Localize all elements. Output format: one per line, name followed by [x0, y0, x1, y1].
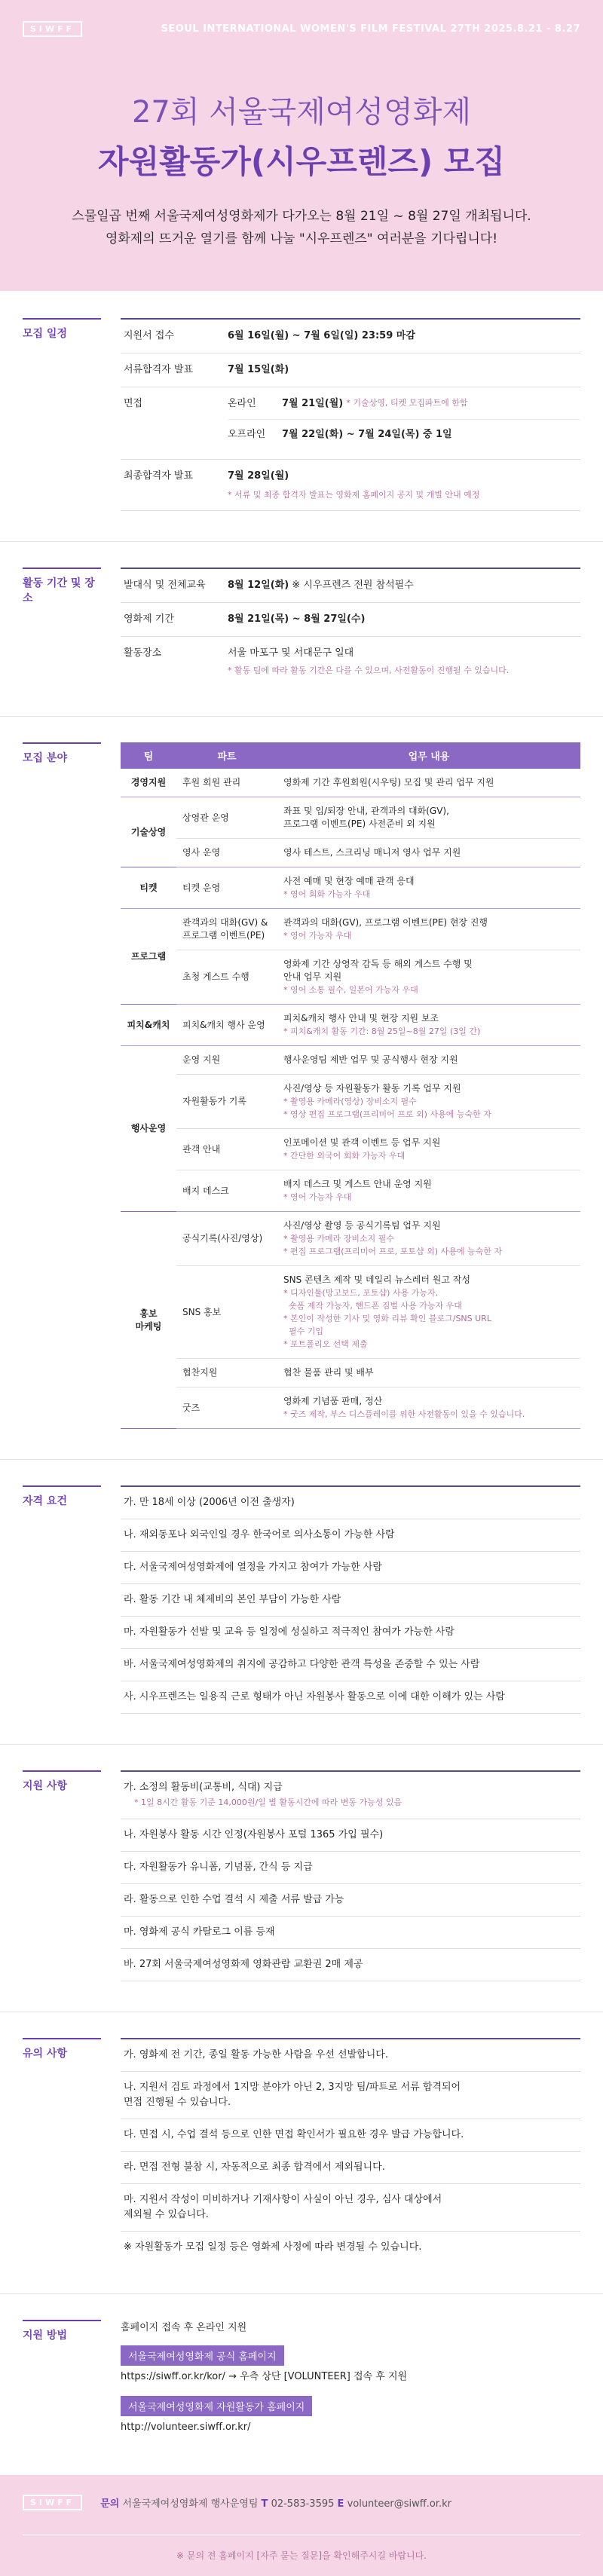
duty-note: * 영상 편집 프로그램(프리미어 프로 외) 사용에 능숙한 자 — [283, 1109, 491, 1119]
email-label: E — [337, 2498, 344, 2510]
team-cell — [121, 769, 176, 797]
duty-line: 영사 테스트, 스크리닝 매니저 영사 업무 지원 — [283, 847, 461, 858]
team-cell — [121, 797, 176, 867]
duty-note: * 영어 가능자 우대 — [283, 931, 352, 941]
footer-logo[interactable]: SIWFF — [23, 2495, 82, 2510]
notice-item: 마. 지원서 작성이 미비하거나 기재사항이 사실이 아닌 경우, 심사 대상에서 제외될 수 있습니다. — [121, 2184, 580, 2232]
part-name: 영사 운영 — [182, 847, 221, 858]
table-row — [121, 797, 580, 839]
table-row — [121, 1005, 580, 1046]
table-row — [121, 1359, 580, 1387]
duty-note: * 본인이 작성한 기사 및 영화 리뷰 확인 블로그/SNS URL — [283, 1314, 491, 1323]
notice-item: ※ 자원활동가 모집 일정 등은 영화제 사정에 따라 변경될 수 있습니다. — [124, 2241, 422, 2253]
part-cell — [176, 909, 277, 950]
part-name: 협찬지원 — [182, 1367, 218, 1378]
part-cell — [176, 867, 277, 909]
schedule-table — [121, 318, 580, 511]
section-label: 유의 사항 — [23, 2038, 101, 2060]
duty-line: 배지 데스크 및 게스트 안내 운영 지원 — [283, 1179, 432, 1189]
row-key: 활동장소 — [124, 647, 162, 659]
tel-value: 02-583-3595 — [271, 2498, 335, 2510]
team-name: 경영지원 — [130, 777, 167, 788]
duty-note: * 촬영용 카메라(영상) 장비소지 필수 — [283, 1097, 417, 1106]
duty-cell — [277, 769, 580, 797]
support-item — [121, 1819, 580, 1852]
offline-value: 7월 22일(화) ~ 7월 24일(목) 중 1일 — [282, 429, 452, 440]
duty-line: 사진/영상 촬영 등 공식기록팀 업무 지원 — [283, 1220, 441, 1231]
part-cell — [176, 839, 277, 867]
inquiry-label: 문의 — [100, 2498, 120, 2510]
method-section — [0, 2293, 603, 2475]
row-extra: ※ 시우프렌즈 전원 참석필수 — [292, 580, 414, 591]
interview-online — [228, 396, 580, 419]
duty-cell — [277, 1170, 580, 1212]
duty-note: * 디자인툴(망고보드, 포토샵) 사용 가능자, — [283, 1288, 439, 1298]
period-table — [121, 568, 580, 686]
notice-item: 가. 영화제 전 기간, 종일 활동 가능한 사람을 우선 선발합니다. — [121, 2038, 580, 2072]
team-cell — [121, 909, 176, 1005]
section-label: 지원 사항 — [23, 1770, 101, 1793]
title-line-1: 27회 서울국제여성영화제 — [131, 95, 471, 130]
festival-line: SEOUL INTERNATIONAL WOMEN'S FILM FESTIVAL 27TH 2025.8.21 - 8.27 — [161, 23, 580, 35]
table-row — [121, 1266, 580, 1359]
homepage-url[interactable]: https://siwff.or.kr/kor/ → 우측 상단 [VOLUNTEER] 접속 후 지원 — [121, 2371, 408, 2382]
duty-cell — [277, 867, 580, 909]
support-item — [121, 1770, 580, 1819]
interview-row — [121, 387, 580, 460]
inquiry-text: 서울국제여성영화제 행사운영팀 — [122, 2498, 259, 2510]
team-name: 기술상영 — [130, 826, 167, 837]
duty-cell — [277, 1129, 580, 1170]
notice-list — [121, 2038, 580, 2263]
duty-cell — [277, 1359, 580, 1387]
table-row — [121, 769, 580, 797]
row-key: 영화제 기간 — [124, 613, 174, 625]
team-cell — [121, 867, 176, 909]
part-cell — [176, 769, 277, 797]
duty-note: * 촬영용 카메라 장비소지 필수 — [283, 1234, 394, 1244]
part-cell — [176, 1075, 277, 1129]
section-label: 자격 요건 — [23, 1485, 101, 1508]
team-cell — [121, 1005, 176, 1046]
support-list — [121, 1770, 580, 1981]
support-item — [121, 1884, 580, 1917]
offline-label: 오프라인 — [228, 429, 266, 440]
duty-line: 사진/영상 등 자원활동가 활동 기록 업무 지원 — [283, 1083, 461, 1094]
row-key: 발대식 및 전체교육 — [124, 580, 206, 591]
part-cell — [176, 797, 277, 839]
duty-cell — [277, 797, 580, 839]
notice-item: 다. 면접 시, 수업 결석 등으로 인한 면접 확인서가 필요한 경우 발급 가능합니다. — [121, 2119, 580, 2152]
part-cell — [176, 950, 277, 1005]
duty-line: 안내 업무 지원 — [283, 971, 342, 982]
qualifications-list — [121, 1485, 580, 1714]
part-name: 후원 회원 관리 — [182, 777, 241, 788]
final-row — [121, 460, 580, 511]
row-value: 7월 15일(화) — [228, 364, 289, 375]
support-item — [121, 1917, 580, 1949]
team-cell — [121, 1046, 176, 1212]
row-value: 8월 21일(목) ~ 8월 27일(수) — [228, 613, 366, 625]
section-label: 지원 방법 — [23, 2320, 101, 2342]
part-name: 배지 데스크 — [182, 1185, 229, 1196]
team-name: 피치&캐치 — [127, 1019, 170, 1030]
title-line-2: 자원활동가(시우프렌즈) 모집 — [98, 143, 505, 180]
place-value: 서울 마포구 및 서대문구 일대 — [228, 647, 354, 659]
team-cell — [121, 1212, 176, 1429]
tel-label: T — [261, 2498, 268, 2510]
table-row — [121, 1046, 580, 1075]
duty-note: * 영어 소통 필수, 일본어 가능자 우대 — [283, 985, 418, 995]
duty-note: * 영어 가능자 우대 — [283, 1192, 352, 1202]
row-value: 6월 16일(월) ~ 7월 6일(일) 23:59 마감 — [228, 330, 415, 341]
qualification-item: 가. 만 18세 이상 (2006년 이전 출생자) — [121, 1485, 580, 1519]
qualification-item: 사. 시우프렌즈는 일용직 근로 형태가 아닌 자원봉사 활동으로 이에 대한 이해가 있는 사람 — [121, 1681, 580, 1714]
footer — [0, 2475, 603, 2576]
team-name: 티켓 — [139, 882, 158, 893]
duty-line: 영화제 기간 상영작 감독 등 해외 게스트 수행 및 — [283, 959, 473, 969]
part-name: 초청 게스트 수행 — [182, 971, 249, 982]
duty-cell — [277, 1046, 580, 1075]
top-bar — [23, 21, 580, 37]
notice-section — [0, 2012, 603, 2293]
team-name: 홍보 — [139, 1308, 158, 1319]
duty-line: 영화제 기념품 판매, 정산 — [283, 1396, 383, 1406]
table-row — [121, 839, 580, 867]
part-cell — [176, 1266, 277, 1359]
method-intro: 홈페이지 접속 후 온라인 지원 — [121, 2322, 247, 2333]
part-name: 자원활동가 기록 — [182, 1096, 246, 1106]
duty-note: * 포트폴리오 선택 제출 — [283, 1339, 368, 1349]
duty-note: 필수 기입 — [283, 1326, 323, 1336]
part-name: 관객과의 대화(GV) & 프로그램 이벤트(PE) — [182, 917, 268, 941]
part-name: 상영관 운영 — [182, 812, 229, 823]
qualification-item: 라. 활동 기간 내 체제비의 본인 부담이 가능한 사람 — [121, 1584, 580, 1617]
duty-cell — [277, 909, 580, 950]
final-note: * 서류 및 최종 합격자 발표는 영화제 홈페이지 공지 및 개별 안내 예정 — [228, 490, 480, 500]
part-cell — [176, 1212, 277, 1266]
part-name: 운영 지원 — [182, 1054, 221, 1065]
part-name: 피치&캐치 행사 운영 — [182, 1019, 265, 1030]
header-part: 파트 — [176, 742, 277, 769]
place-row — [121, 637, 580, 686]
part-cell — [176, 1359, 277, 1387]
support-item — [121, 1852, 580, 1884]
period-row — [121, 603, 580, 637]
part-cell — [176, 1005, 277, 1046]
duty-line: 프로그램 이벤트(PE) 사전준비 외 지원 — [283, 818, 436, 829]
row-key: 서류합격자 발표 — [124, 364, 194, 375]
duty-line: 영화제 기간 후원회원(시우팅) 모집 및 관리 업무 지원 — [283, 777, 494, 788]
team-name: 마케팅 — [135, 1320, 162, 1332]
table-row — [121, 909, 580, 950]
intro-line-2: 영화제의 뜨거운 열기를 함께 나눌 "시우프렌즈" 여러분을 기다립니다! — [105, 231, 498, 246]
duty-cell — [277, 1005, 580, 1046]
header-team: 팀 — [121, 742, 176, 769]
homepage-button[interactable]: 서울국제여성영화제 공식 홈페이지 — [121, 2345, 284, 2366]
part-name: SNS 홍보 — [182, 1306, 222, 1317]
duty-line: 관객과의 대화(GV), 프로그램 이벤트(PE) 현장 진행 — [283, 917, 488, 928]
support-sub: * 1일 8시간 활동 기준 14,000원/일 별 활동시간에 따라 변동 가능성 있음 — [134, 1797, 403, 1807]
hero-banner — [0, 0, 603, 291]
table-row — [121, 1170, 580, 1212]
table-row — [121, 1212, 580, 1266]
schedule-row — [121, 320, 580, 353]
departments-section — [0, 716, 603, 1459]
notice-item: 라. 면접 전형 불참 시, 자동적으로 최종 합격에서 제외됩니다. — [121, 2152, 580, 2184]
duty-note: * 피치&캐치 활동 기간: 8월 25일~8월 27일 (3일 간) — [283, 1026, 481, 1036]
team-name: 프로그램 — [130, 950, 167, 962]
table-row — [121, 1387, 580, 1429]
email-value[interactable]: volunteer@siwff.or.kr — [347, 2498, 451, 2510]
table-row — [121, 950, 580, 1005]
part-cell — [176, 1387, 277, 1429]
duty-cell — [277, 1266, 580, 1359]
duty-line: 행사운영팀 제반 업무 및 공식행사 현장 지원 — [283, 1054, 458, 1065]
row-key: 면접 — [124, 398, 143, 409]
duty-cell — [277, 1075, 580, 1129]
section-label: 활동 기간 및 장소 — [23, 568, 101, 605]
volunteer-url[interactable]: http://volunteer.siwff.or.kr/ — [121, 2422, 251, 2433]
table-row — [121, 1129, 580, 1170]
table-row — [121, 1075, 580, 1129]
schedule-row — [121, 353, 580, 387]
part-name: 굿즈 — [182, 1402, 200, 1413]
support-item — [121, 1949, 580, 1981]
place-note: * 활동 팀에 따라 활동 기간은 다를 수 있으며, 사전활동이 진행될 수 있습니다. — [228, 665, 510, 675]
duty-line: SNS 콘텐츠 제작 및 데일리 뉴스레터 원고 작성 — [283, 1274, 470, 1285]
support-text: 나. 자원봉사 활동 시간 인정(자원봉사 포털 1365 가입 필수) — [124, 1829, 384, 1840]
support-text: 가. 소정의 활동비(교통비, 식대) 지급 — [124, 1782, 283, 1793]
qualification-item: 마. 자원활동가 선발 및 교육 등 일정에 성실하고 적극적인 참여가 가능한 사람 — [121, 1617, 580, 1649]
duty-line: 협찬 물품 관리 및 배부 — [283, 1367, 374, 1378]
duty-line: 좌표 및 입/퇴장 안내, 관객과의 대화(GV), — [283, 806, 449, 816]
section-label: 모집 일정 — [23, 318, 101, 341]
duty-note: * 간단한 외국어 회화 가능자 우대 — [283, 1151, 406, 1161]
duty-cell — [277, 1387, 580, 1429]
duty-cell — [277, 1212, 580, 1266]
qualifications-section — [0, 1459, 603, 1744]
duty-line: 사전 예매 및 현장 예매 관객 응대 — [283, 876, 415, 886]
intro-text — [23, 205, 580, 250]
duty-note: * 편집 프로그램(프리미어 프로, 포토샵 외) 사용에 능숙한 자 — [283, 1247, 502, 1256]
duty-cell — [277, 950, 580, 1005]
header-duties: 업무 내용 — [277, 742, 580, 769]
table-row — [121, 867, 580, 909]
part-name: 관객 안내 — [182, 1143, 221, 1155]
duty-note: 숏폼 제작 가능자, 핸드폰 짐벌 사용 가능자 우대 — [283, 1301, 462, 1311]
row-key: 최종합격자 발표 — [124, 470, 194, 482]
part-name: 공식기록(사진/영상) — [182, 1233, 263, 1244]
online-label: 온라인 — [228, 398, 256, 409]
part-cell — [176, 1170, 277, 1212]
part-cell — [176, 1046, 277, 1075]
table-header — [121, 742, 580, 769]
part-cell — [176, 1129, 277, 1170]
duty-line: 인포메이션 및 관객 이벤트 등 업무 지원 — [283, 1137, 441, 1148]
online-note: * 기술상영, 티켓 모집파트에 한함 — [346, 398, 468, 408]
support-text: 라. 활동으로 인한 수업 결석 시 제출 서류 발급 가능 — [124, 1894, 344, 1905]
footer-contact — [100, 2495, 451, 2510]
support-text: 바. 27회 서울국제여성영화제 영화관람 교환권 2매 제공 — [124, 1959, 363, 1970]
support-text: 마. 영화제 공식 카탈로그 이름 등재 — [124, 1926, 275, 1938]
siwff-logo[interactable]: SIWFF — [23, 21, 82, 37]
notice-item: 나. 지원서 검토 과정에서 1지망 분야가 아닌 2, 3지망 팀/파트로 서류 합격되어 면접 진행될 수 있습니다. — [121, 2072, 580, 2119]
row-value: 8월 12일(화) — [228, 580, 289, 591]
section-label: 모집 분야 — [23, 742, 101, 765]
row-key: 지원서 접수 — [124, 330, 174, 341]
duty-note: * 영어 회화 가능자 우대 — [283, 889, 371, 899]
footer-note: ※ 문의 전 홈페이지 [자주 묻는 질문]을 확인해주시길 바랍니다. — [23, 2535, 580, 2562]
qualification-item: 다. 서울국제여성영화제에 열정을 가지고 참여가 가능한 사람 — [121, 1552, 580, 1584]
qualification-item: 바. 서울국제여성영화제의 취지에 공감하고 다양한 관객 특성을 존중할 수 있는 사람 — [121, 1649, 580, 1681]
qualification-item: 나. 재외동포나 외국인일 경우 한국어로 의사소통이 가능한 사람 — [121, 1519, 580, 1552]
intro-line-1: 스물일곱 번째 서울국제여성영화제가 다가오는 8월 21일 ~ 8월 27일 개최됩니다. — [72, 209, 531, 224]
duty-note: * 굿즈 제작, 부스 디스플레이를 위한 사전활동이 있을 수 있습니다. — [283, 1409, 525, 1419]
interview-offline — [228, 419, 580, 450]
final-value: 7월 28일(월) — [228, 470, 289, 482]
part-name: 티켓 운영 — [182, 882, 221, 893]
period-section — [0, 541, 603, 716]
support-section — [0, 1744, 603, 2012]
departments-table — [121, 742, 580, 1429]
volunteer-homepage-button[interactable]: 서울국제여성영화제 자원활동가 홈페이지 — [121, 2396, 312, 2416]
duty-line: 피치&캐치 행사 안내 및 현장 지원 보조 — [283, 1013, 439, 1023]
support-text: 다. 자원활동가 유니폼, 기념품, 간식 등 지급 — [124, 1862, 313, 1873]
schedule-section — [0, 291, 603, 541]
team-name: 행사운영 — [130, 1123, 167, 1134]
online-value: 7월 21일(월) — [282, 398, 344, 409]
duty-cell — [277, 839, 580, 867]
period-row — [121, 569, 580, 603]
